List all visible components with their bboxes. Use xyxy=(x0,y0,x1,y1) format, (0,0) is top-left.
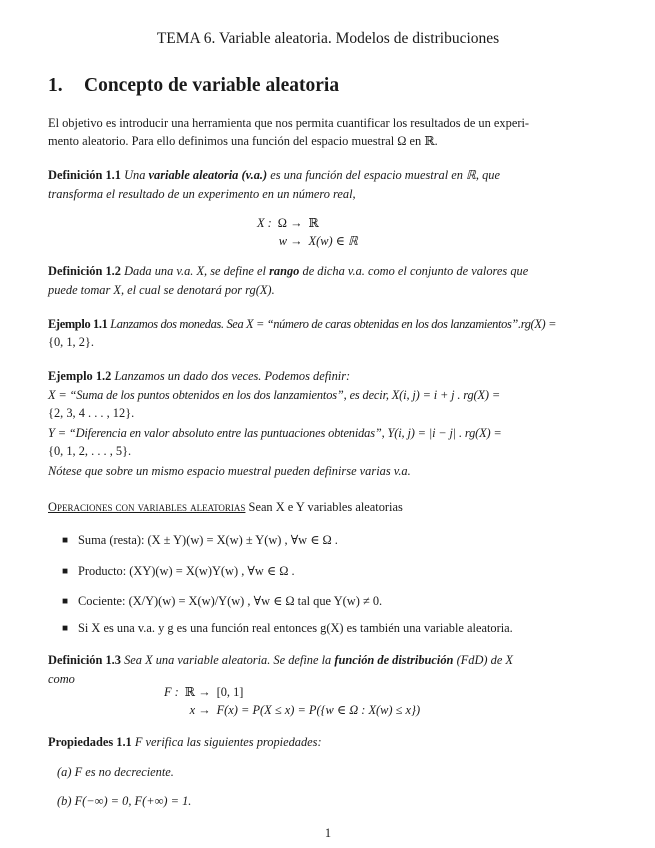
definition-1-1-mapping xyxy=(254,214,361,250)
definition-1-3-mapping xyxy=(161,683,423,719)
definition-1-2-label: Definición 1.2 xyxy=(48,264,121,278)
property-a-text: F es no decreciente. xyxy=(74,765,174,779)
document-title: TEMA 6. Variable aleatoria. Modelos de distribuciones xyxy=(156,30,500,47)
example-1-1-line-1 xyxy=(48,315,608,334)
definition-1-1-line-1 xyxy=(48,166,608,185)
map-2-codomain: [0, 1] xyxy=(216,685,244,699)
operation-item-function xyxy=(62,619,513,638)
intro-line-2: mento aleatorio. Para ello definimos una función del espacio muestral Ω en ℝ. xyxy=(48,134,438,148)
property-b-text: F(−∞) = 0, F(+∞) = 1. xyxy=(74,794,192,808)
property-item-b xyxy=(57,792,191,811)
definition-1-1-term: variable aleatoria (v.a.) xyxy=(148,168,268,182)
bullet-icon: ■ xyxy=(62,596,69,607)
example-1-2-line-2: X = “Suma de los puntos obtenidos en los dos lanzamientos”, es decir, X(i, j) = i + j . rg(X) = xyxy=(48,388,501,402)
map-1-empty xyxy=(254,232,275,250)
definition-1-2-text-a: Dada una v.a. X, se define el xyxy=(124,264,266,278)
definition-1-3-line-2: como xyxy=(48,672,75,686)
example-1-2-line-4: Y = “Diferencia en valor absoluto entre las puntuaciones obtenidas”, Y(i, j) = |i − j| . rg(X) = xyxy=(48,426,502,440)
map-1-image: X(w) ∈ ℝ xyxy=(308,234,358,248)
property-b-mark: (b) xyxy=(57,794,72,808)
example-1-1-label: Ejemplo 1.1 xyxy=(48,317,108,331)
map-2-image: F(x) = P(X ≤ x) = P({w ∈ Ω : X(w) ≤ x}) xyxy=(216,703,421,717)
definition-1-1-label: Definición 1.1 xyxy=(48,168,121,182)
page-number: 1 xyxy=(324,826,332,840)
properties-1-1-line xyxy=(48,733,608,752)
map-2-empty xyxy=(161,701,182,719)
definition-1-3-text-a: Sea X una variable aleatoria. Se define la xyxy=(124,653,332,667)
property-item-a xyxy=(57,763,174,782)
bullet-icon: ■ xyxy=(62,535,69,546)
operation-item-quotient xyxy=(62,592,382,611)
bullet-icon: ■ xyxy=(62,566,69,577)
definition-1-3-line-1 xyxy=(48,651,608,670)
operations-intro: Sean X e Y variables aleatorias xyxy=(248,500,403,514)
operations-heading: Operaciones con variables aleatorias xyxy=(48,500,246,514)
map-1-var: w → xyxy=(278,234,303,248)
operations-heading-line xyxy=(48,498,608,517)
example-1-2-line-3: {2, 3, 4 . . . , 12}. xyxy=(48,406,135,420)
map-2-var: x → xyxy=(189,703,211,717)
operation-quotient-text: Cociente: (X/Y)(w) = X(w)/Y(w) , ∀w ∈ Ω tal que Y(w) ≠ 0. xyxy=(78,594,383,608)
definition-1-1-text-a: Una xyxy=(124,168,146,182)
section-title: Concepto de variable aleatoria xyxy=(84,75,340,96)
definition-1-2-line-2: puede tomar X, el cual se denotará por rg(X). xyxy=(48,283,275,297)
section-heading xyxy=(48,76,339,95)
example-1-2-line-5: {0, 1, 2, . . . , 5}. xyxy=(48,444,132,458)
operation-item-product xyxy=(62,562,295,581)
map-2-name: F : xyxy=(164,685,179,699)
example-1-2-text: Lanzamos un dado dos veces. Podemos definir: xyxy=(114,369,351,383)
operation-sum-text: Suma (resta): (X ± Y)(w) = X(w) ± Y(w) , ∀w ∈ Ω . xyxy=(78,533,338,547)
definition-1-2-term: rango xyxy=(269,264,300,278)
example-1-2-line-1 xyxy=(48,367,608,386)
example-1-2-line-6: Nótese que sobre un mismo espacio muestral pueden definirse varias v.a. xyxy=(48,464,411,478)
definition-1-3-term: función de distribución xyxy=(334,653,454,667)
definition-1-1-text-b: es una función del espacio muestral en ℝ, que xyxy=(270,168,500,182)
definition-1-2-text-b: de dicha v.a. como el conjunto de valores que xyxy=(302,264,529,278)
map-2-domain: ℝ → xyxy=(184,685,211,699)
definition-1-3-text-b: (FdD) de X xyxy=(456,653,513,667)
example-1-1-text: Lanzamos dos monedas. Sea X = “número de caras obtenidas en los dos lanzamientos”.rg(X) = xyxy=(110,317,557,331)
map-1-domain: Ω → xyxy=(277,216,303,230)
bullet-icon: ■ xyxy=(62,623,69,634)
operation-function-text: Si X es una v.a. y g es una función real entonces g(X) es también una variable aleatoria. xyxy=(78,621,513,635)
section-number: 1. xyxy=(48,75,63,96)
example-1-1-line-2: {0, 1, 2}. xyxy=(48,335,94,349)
map-1-name: X : xyxy=(257,216,272,230)
properties-1-1-text: F verifica las siguientes propiedades: xyxy=(134,735,322,749)
properties-1-1-label: Propiedades 1.1 xyxy=(48,735,132,749)
definition-1-3-label: Definición 1.3 xyxy=(48,653,121,667)
operation-item-sum xyxy=(62,531,338,550)
example-1-2-label: Ejemplo 1.2 xyxy=(48,369,112,383)
definition-1-1-line-2: transforma el resultado de un experimento en un número real, xyxy=(48,187,356,201)
operation-product-text: Producto: (XY)(w) = X(w)Y(w) , ∀w ∈ Ω . xyxy=(78,564,295,578)
map-1-codomain: ℝ xyxy=(308,216,319,230)
definition-1-2-line-1 xyxy=(48,262,608,281)
property-a-mark: (a) xyxy=(57,765,72,779)
intro-line-1: El objetivo es introducir una herramienta que nos permita cuantificar los resultados de un experi- xyxy=(48,116,530,130)
